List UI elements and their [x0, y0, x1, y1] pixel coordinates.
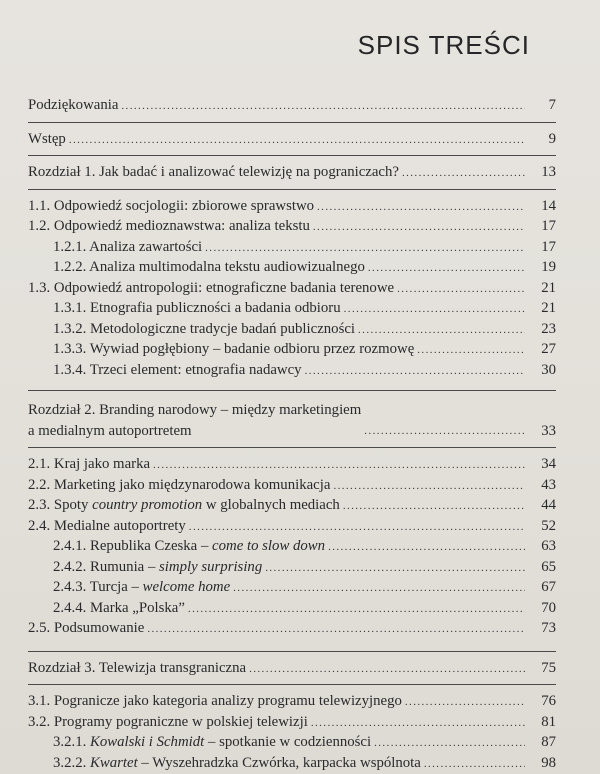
- toc-entry: 3.2.1. Kowalski i Schmidt – spotkanie w codzienności ..... 87: [28, 732, 556, 753]
- toc-entry: 2.4.4. Marka „Polska” ..... 70: [28, 598, 556, 619]
- toc-entry: 1.1. Odpowiedź socjologii: zbiorowe sprawstwo ..... 14: [28, 196, 556, 217]
- divider: [28, 155, 556, 156]
- toc-entry: 2.4. Medialne autoportrety ..... 52: [28, 516, 556, 537]
- toc-entry: 2.4.3. Turcja – welcome home ..... 67: [28, 577, 556, 598]
- toc-entry: 1.3.4. Trzeci element: etnografia nadawcy ..... 30: [28, 360, 556, 381]
- toc-entry: 2.4.2. Rumunia – simply surprising ..... 65: [28, 557, 556, 578]
- toc-entry: 1.2.2. Analiza multimodalna tekstu audiowizualnego ..... 19: [28, 257, 556, 278]
- table-of-contents: [28, 95, 556, 773]
- toc-entry: 2.5. Podsumowanie ..... 73: [28, 618, 556, 639]
- toc-entry: 3.1. Pogranicze jako kategoria analizy programu telewizyjnego ..... 76: [28, 691, 556, 712]
- divider: [28, 189, 556, 190]
- divider: [28, 684, 556, 685]
- page-title: SPIS TREŚCI: [357, 30, 530, 60]
- toc-entry: 2.3. Spoty country promotion w globalnych mediach ..... 44: [28, 495, 556, 516]
- toc-entry-chapter-3: Rozdział 3. Telewizja transgraniczna ..... 75: [28, 658, 556, 679]
- toc-entry: 1.3.3. Wywiad pogłębiony – badanie odbioru przez rozmowę ..... 27: [28, 339, 556, 360]
- toc-entry: 1.3. Odpowiedź antropologii: etnograficzne badania terenowe ..... 21: [28, 278, 556, 299]
- toc-entry: 2.4.1. Republika Czeska – come to slow down ..... 63: [28, 536, 556, 557]
- toc-entry: 3.2.2. Kwartet – Wyszehradzka Czwórka, karpacka wspólnota ..... 98: [28, 753, 556, 774]
- toc-entry: 3.2. Programy pograniczne w polskiej telewizji ..... 81: [28, 712, 556, 733]
- toc-entry-chapter-2: Rozdział 2. Branding narodowy – między marketingiem a medialnym autoportretem ..... 33: [28, 397, 556, 441]
- toc-entry: 1.3.2. Metodologiczne tradycje badań publiczności ..... 23: [28, 319, 556, 340]
- toc-entry: 2.1. Kraj jako marka ..... 34: [28, 454, 556, 475]
- divider: [28, 122, 556, 123]
- toc-entry-chapter-1: Rozdział 1. Jak badać i analizować telewizję na pograniczach? ..... 13: [28, 162, 556, 183]
- divider: [28, 447, 556, 448]
- toc-entry: 2.2. Marketing jako międzynarodowa komunikacja ..... 43: [28, 475, 556, 496]
- toc-entry-acknowledgements: Podziękowania ..... 7: [28, 95, 556, 116]
- toc-entry: 1.2.1. Analiza zawartości ..... 17: [28, 237, 556, 258]
- divider: [28, 390, 556, 391]
- toc-entry: 1.3.1. Etnografia publiczności a badania odbioru ..... 21: [28, 298, 556, 319]
- toc-entry-introduction: Wstęp ..... 9: [28, 129, 556, 150]
- toc-entry: 1.2. Odpowiedź medioznawstwa: analiza tekstu ..... 17: [28, 216, 556, 237]
- divider: [28, 651, 556, 652]
